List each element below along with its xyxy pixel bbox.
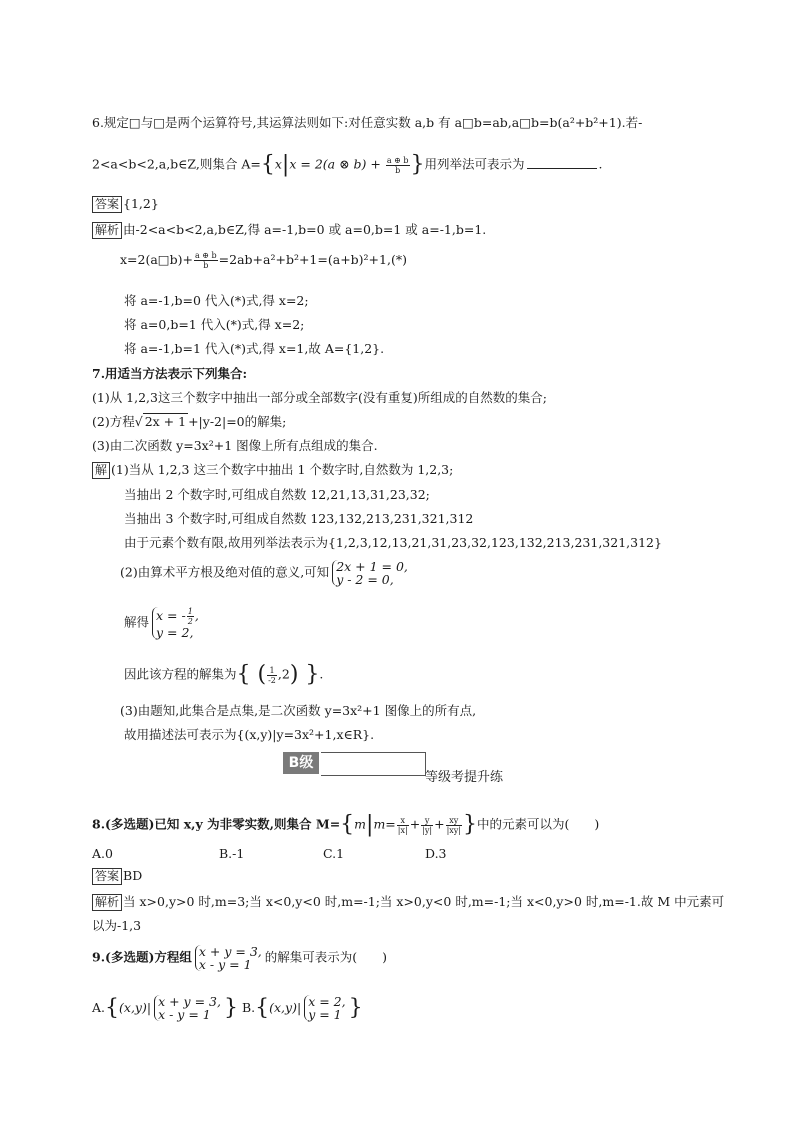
q8-stem: 8.(多选题)已知 x,y 为非零实数,则集合 M={m|m= $\frac{x}{|x|}$ + $\frac{y}{|y|}$ + $\frac{xy}{|xy|}$ }中的元素可以为( ) [92,812,600,837]
q6-analysis-line3: 将 a=-1,b=0 代入(*)式,得 x=2; [124,293,309,308]
analysis-tag: 解析 [92,222,122,239]
q9-option-b: B.{(x,y)| x = 2, y = 1 } [241,994,363,1023]
level-tag: B级 [283,752,319,774]
equation-solution: x = - $\frac{1}{2}$ , y = 2, [152,607,199,639]
level-title: 等级考提升练 [425,770,504,785]
q9-stem: 9.(多选题)方程组 x + y = 3, x - y = 1 的解集可表示为( ) [92,944,388,972]
equation-system: 2x + 1 = 0, y - 2 = 0, [332,560,408,586]
q8-option-c: C.1 [323,846,345,861]
q7-sol-line9: 故用描述法可表示为{(x,y)|y=3x²+1,x∈R}. [124,727,375,742]
q8-option-d: D.3 [425,846,447,861]
level-box [321,752,426,776]
q6-line2: 2<a<b<2,a,b∈Z,则集合 A={x|x = 2(a ⊗ b) + $\frac{a \oplus b}{b}$ }用列举法可表示为 . [92,152,603,177]
q9-options [92,995,363,1021]
q7-sol-line6: 解得 x = - $\frac{1}{2}$ , y = 2, [124,607,199,640]
q6-line1: 6.规定□与□是两个运算符号,其运算法则如下:对任意实数 a,b 有 a□b=ab,a□b=b(a²+b²+1).若- [92,115,643,130]
q8-analysis: 解析 当 x>0,y>0 时,m=3;当 x<0,y<0 时,m=-1;当 x>0,y<0 时,m=-1;当 x<0,y>0 时,m=-1.故 M 中元素可 [92,894,724,911]
q6-fraction: $\frac{a \oplus b}{b}$ [386,155,409,175]
q7-part1: (1)从 1,2,3这三个数字中抽出一部分或全部数字(没有重复)所组成的自然数的集合; [92,390,547,405]
q7-sol-line8: (3)由题知,此集合是点集,是二次函数 y=3x²+1 图像上的所有点, [120,703,477,718]
q7-solution: 解 (1)当从 1,2,3 这三个数字中抽出 1 个数字时,自然数为 1,2,3; [92,462,453,479]
q7-part2: (2)方程√ 2x + 1 +|y-2|=0的解集; [92,414,287,429]
q8-option-a: A.0 [92,846,113,861]
q8-analysis-line2: 以为-1,3 [92,918,142,933]
q9-option-a: A.{(x,y)| x + y = 3, x - y = 1 } [92,994,238,1023]
answer-blank [527,156,597,169]
analysis-tag: 解析 [92,894,122,911]
q6-analysis-line4: 将 a=0,b=1 代入(*)式,得 x=2; [124,317,305,332]
solution-tag: 解 [92,462,110,479]
q8-option-b: B.-1 [219,846,245,861]
q7-sol-line4: 由于元素个数有限,故用列举法表示为{1,2,3,12,13,21,31,23,32,123,132,213,231,321,312} [124,535,662,550]
q8-answer: 答案 BD [92,868,142,885]
answer-tag: 答案 [92,868,122,885]
q6-analysis-line5: 将 a=-1,b=1 代入(*)式,得 x=1,故 A={1,2}. [124,341,385,356]
q7-sol-line5: (2)由算术平方根及绝对值的意义,可知 2x + 1 = 0, y - 2 = 0, [120,559,408,587]
q7-part3: (3)由二次函数 y=3x²+1 图像上所有点组成的集合. [92,438,378,453]
q7-sol-line3: 当抽出 3 个数字时,可组成自然数 123,132,213,231,321,312 [124,511,474,526]
q7-sol-line2: 当抽出 2 个数字时,可组成自然数 12,21,13,31,23,32; [124,487,430,502]
q6-analysis: 解析 由-2<a<b<2,a,b∈Z,得 a=-1,b=0 或 a=0,b=1 或 a=-1,b=1. [92,222,486,239]
q7-sol-line7: 因此该方程的解集为{ ( $\frac{1}{-2}$ ,2) }. [124,662,324,687]
q6-analysis-line2: x=2(a□b)+ $\frac{a \oplus b}{b}$ =2ab+a²+b²+1=(a+b)²+1,(*) [120,251,407,270]
answer-tag: 答案 [92,196,122,213]
q7-title: 7.用适当方法表示下列集合: [92,366,248,381]
q6-answer: 答案 {1,2} [92,196,159,213]
